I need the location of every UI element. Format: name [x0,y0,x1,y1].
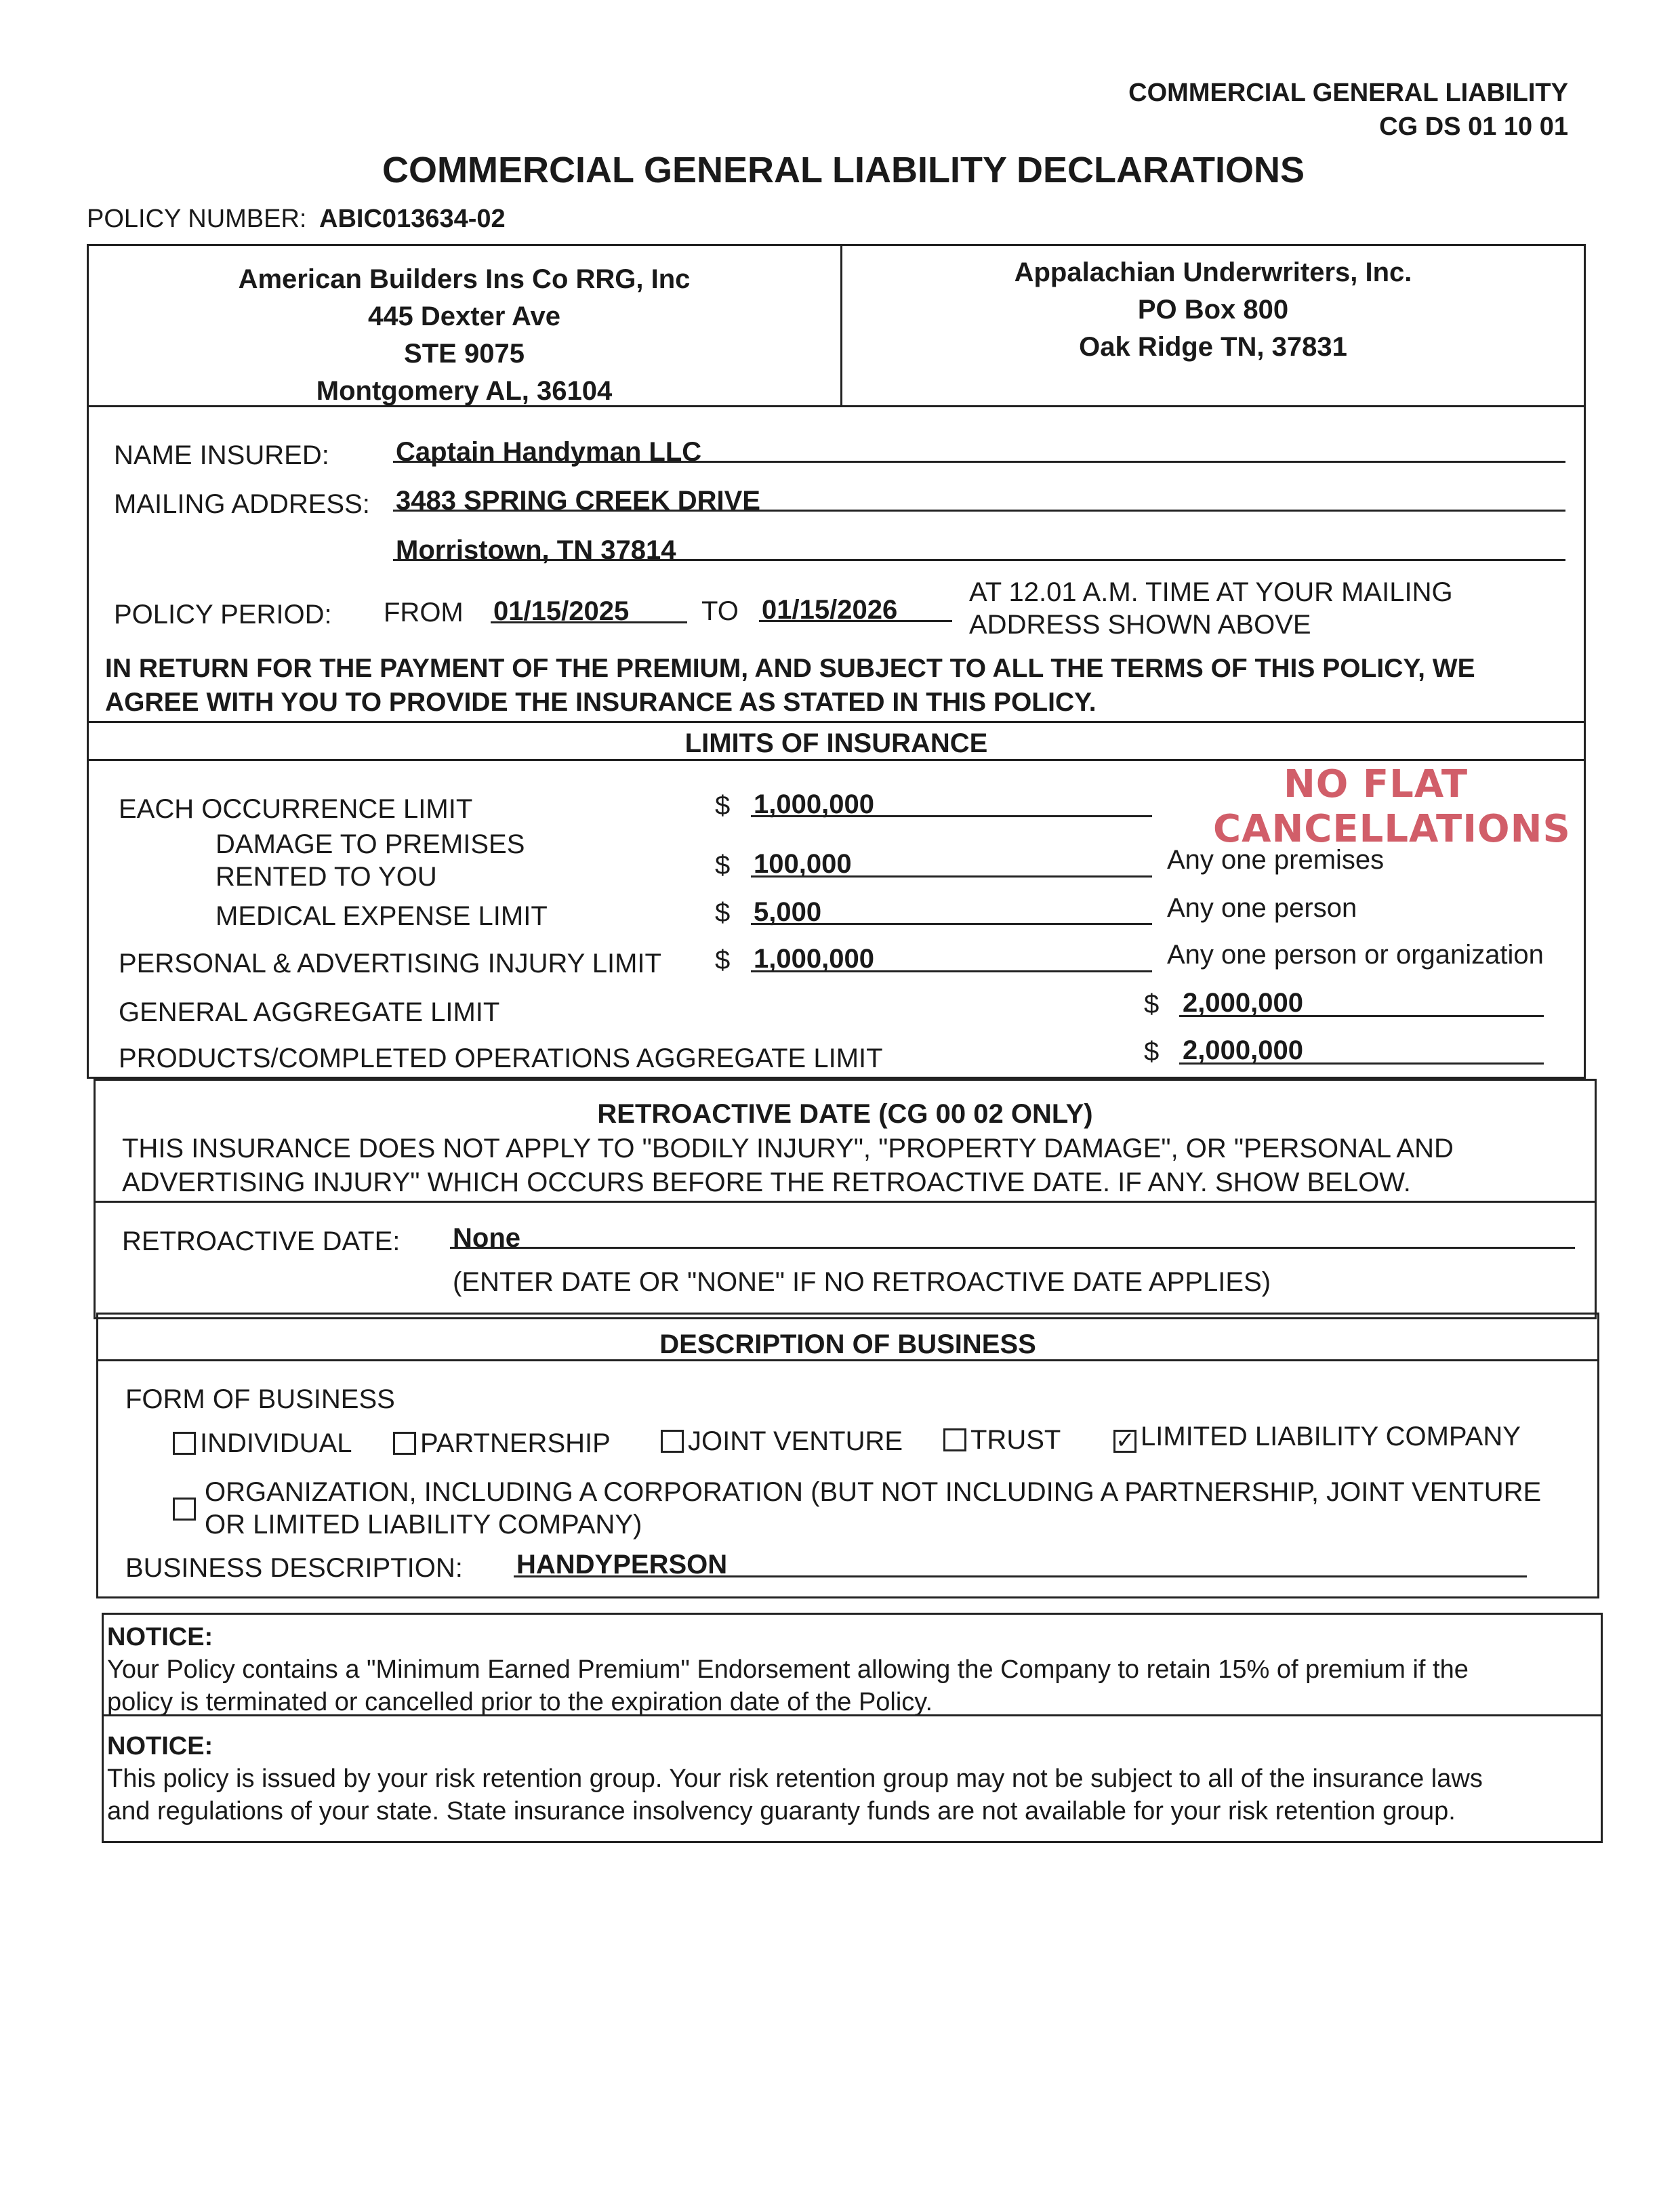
policy-period-label: POLICY PERIOD: [114,600,332,629]
agent-address-line1: PO Box 800 [1137,295,1289,325]
business-option-llc[interactable]: ✓ LIMITED LIABILITY COMPANY [1113,1422,1521,1453]
business-option-individual[interactable]: INDIVIDUAL [173,1428,352,1459]
products-aggregate-value: 2,000,000 [1183,1035,1303,1065]
insurer-block [88,261,840,410]
mailing-address-label: MAILING ADDRESS: [114,489,370,519]
limits-heading: LIMITS OF INSURANCE [684,728,988,758]
checkbox-trust[interactable] [943,1428,966,1451]
notice-title: NOTICE: [107,1732,213,1760]
form-header [1128,76,1568,144]
period-to-date: 01/15/2026 [762,595,898,625]
medical-expense-value: 5,000 [754,897,822,927]
agent-address-line2: Oak Ridge TN, 37831 [1079,332,1347,362]
agent-name: Appalachian Underwriters, Inc. [1014,257,1412,287]
retroactive-date-value: None [453,1223,520,1253]
currency-symbol: $ [1144,989,1160,1019]
agreement-text: IN RETURN FOR THE PAYMENT OF THE PREMIUM, AND SUBJECT TO ALL THE TERMS OF THIS POLICY, WE AGREE WITH YOU TO PROVIDE THE INSURANCE AS STATED IN THIS POLICY. [105,654,1475,717]
checkmark-icon: ✓ [1115,1428,1135,1453]
currency-symbol: $ [715,850,731,880]
general-aggregate-value: 2,000,000 [1183,988,1303,1018]
document-title: COMMERCIAL GENERAL LIABILITY DECLARATIONS [382,150,1305,190]
period-from-date: 01/15/2025 [493,596,630,626]
period-to-label: TO [701,596,739,626]
personal-advertising-label: PERSONAL & ADVERTISING INJURY LIMIT [119,949,661,978]
checkbox-individual[interactable] [173,1432,196,1455]
business-option-trust[interactable]: TRUST [943,1425,1061,1456]
business-option-organization[interactable] [173,1494,200,1525]
retroactive-date-label: RETROACTIVE DATE: [122,1226,401,1256]
insurer-name: American Builders Ins Co RRG, Inc [238,264,691,294]
notice-title: NOTICE: [107,1623,213,1651]
currency-symbol: $ [715,791,731,821]
damage-premises-label: DAMAGE TO PREMISES RENTED TO YOU [216,829,525,892]
currency-symbol: $ [715,945,731,975]
form-of-business-label: FORM OF BUSINESS [125,1384,395,1414]
currency-symbol: $ [715,898,731,928]
name-insured-value: Captain Handyman LLC [396,437,702,467]
mailing-address-line1: 3483 SPRING CREEK DRIVE [396,486,760,516]
business-description-value: HANDYPERSON [516,1550,728,1580]
personal-advertising-note: Any one person or organization [1167,940,1544,970]
checkbox-partnership[interactable] [393,1432,416,1455]
policy-number-row [87,205,506,234]
business-option-partnership[interactable]: PARTNERSHIP [393,1428,611,1459]
checkbox-joint-venture[interactable] [661,1430,684,1453]
policy-number: ABIC013634-02 [319,205,506,233]
policy-number-label: POLICY NUMBER: [87,205,307,233]
each-occurrence-value: 1,000,000 [754,789,874,819]
retroactive-text: THIS INSURANCE DOES NOT APPLY TO "BODILY INJURY", "PROPERTY DAMAGE", OR "PERSONAL AND ADVERTISING INJURY" WHICH OCCURS BEFORE THE RETROACTIVE DATE. IF ANY. SHOW BELOW. [122,1134,1454,1197]
retroactive-heading: RETROACTIVE DATE (CG 00 02 ONLY) [597,1099,1093,1129]
period-from-label: FROM [384,598,464,627]
insurer-address-line1: 445 Dexter Ave [368,302,560,331]
damage-premises-note: Any one premises [1167,845,1385,875]
damage-premises-value: 100,000 [754,849,852,879]
agent-block [840,254,1586,366]
currency-symbol: $ [1144,1037,1160,1067]
form-code: CG DS 01 10 01 [1379,112,1568,141]
organization-text: ORGANIZATION, INCLUDING A CORPORATION (BUT NOT INCLUDING A PARTNERSHIP, JOINT VENTURE OR LIMITED LIABILITY COMPANY) [205,1477,1542,1540]
period-time-note: AT 12.01 A.M. TIME AT YOUR MAILING ADDRESS SHOWN ABOVE [969,577,1453,640]
checkbox-organization[interactable] [173,1498,196,1521]
retroactive-instruction: (ENTER DATE OR "NONE" IF NO RETROACTIVE DATE APPLIES) [453,1267,1271,1297]
checkbox-llc[interactable] [1113,1430,1136,1453]
medical-expense-label: MEDICAL EXPENSE LIMIT [216,901,548,931]
personal-advertising-value: 1,000,000 [754,944,874,974]
business-option-joint-venture[interactable]: JOINT VENTURE [661,1426,903,1457]
form-title: COMMERCIAL GENERAL LIABILITY [1128,79,1568,107]
products-aggregate-label: PRODUCTS/COMPLETED OPERATIONS AGGREGATE LIMIT [119,1044,883,1073]
business-heading: DESCRIPTION OF BUSINESS [659,1329,1036,1359]
notice-1: NOTICE: Your Policy contains a "Minimum Earned Premium" Endorsement allowing the Company to retain 15% of premium if the policy is terminated or cancelled prior to the expiration date of the Policy. [107,1621,1469,1718]
no-flat-cancellations-stamp: NO FLAT CANCELLATIONS [1213,762,1571,851]
name-insured-label: NAME INSURED: [114,440,329,470]
mailing-address-line2: Morristown, TN 37814 [396,535,676,565]
insurer-address-line3: Montgomery AL, 36104 [316,376,613,406]
notice-2: NOTICE: This policy is issued by your risk retention group. Your risk retention group may not be subject to all of the insurance laws and regulations of your state. State insurance insolvency guaranty funds are not available for your risk retention group. [107,1730,1483,1828]
general-aggregate-label: GENERAL AGGREGATE LIMIT [119,997,500,1027]
insurer-address-line2: STE 9075 [404,339,525,369]
each-occurrence-label: EACH OCCURRENCE LIMIT [119,794,473,824]
medical-expense-note: Any one person [1167,893,1357,923]
business-description-label: BUSINESS DESCRIPTION: [125,1553,463,1583]
